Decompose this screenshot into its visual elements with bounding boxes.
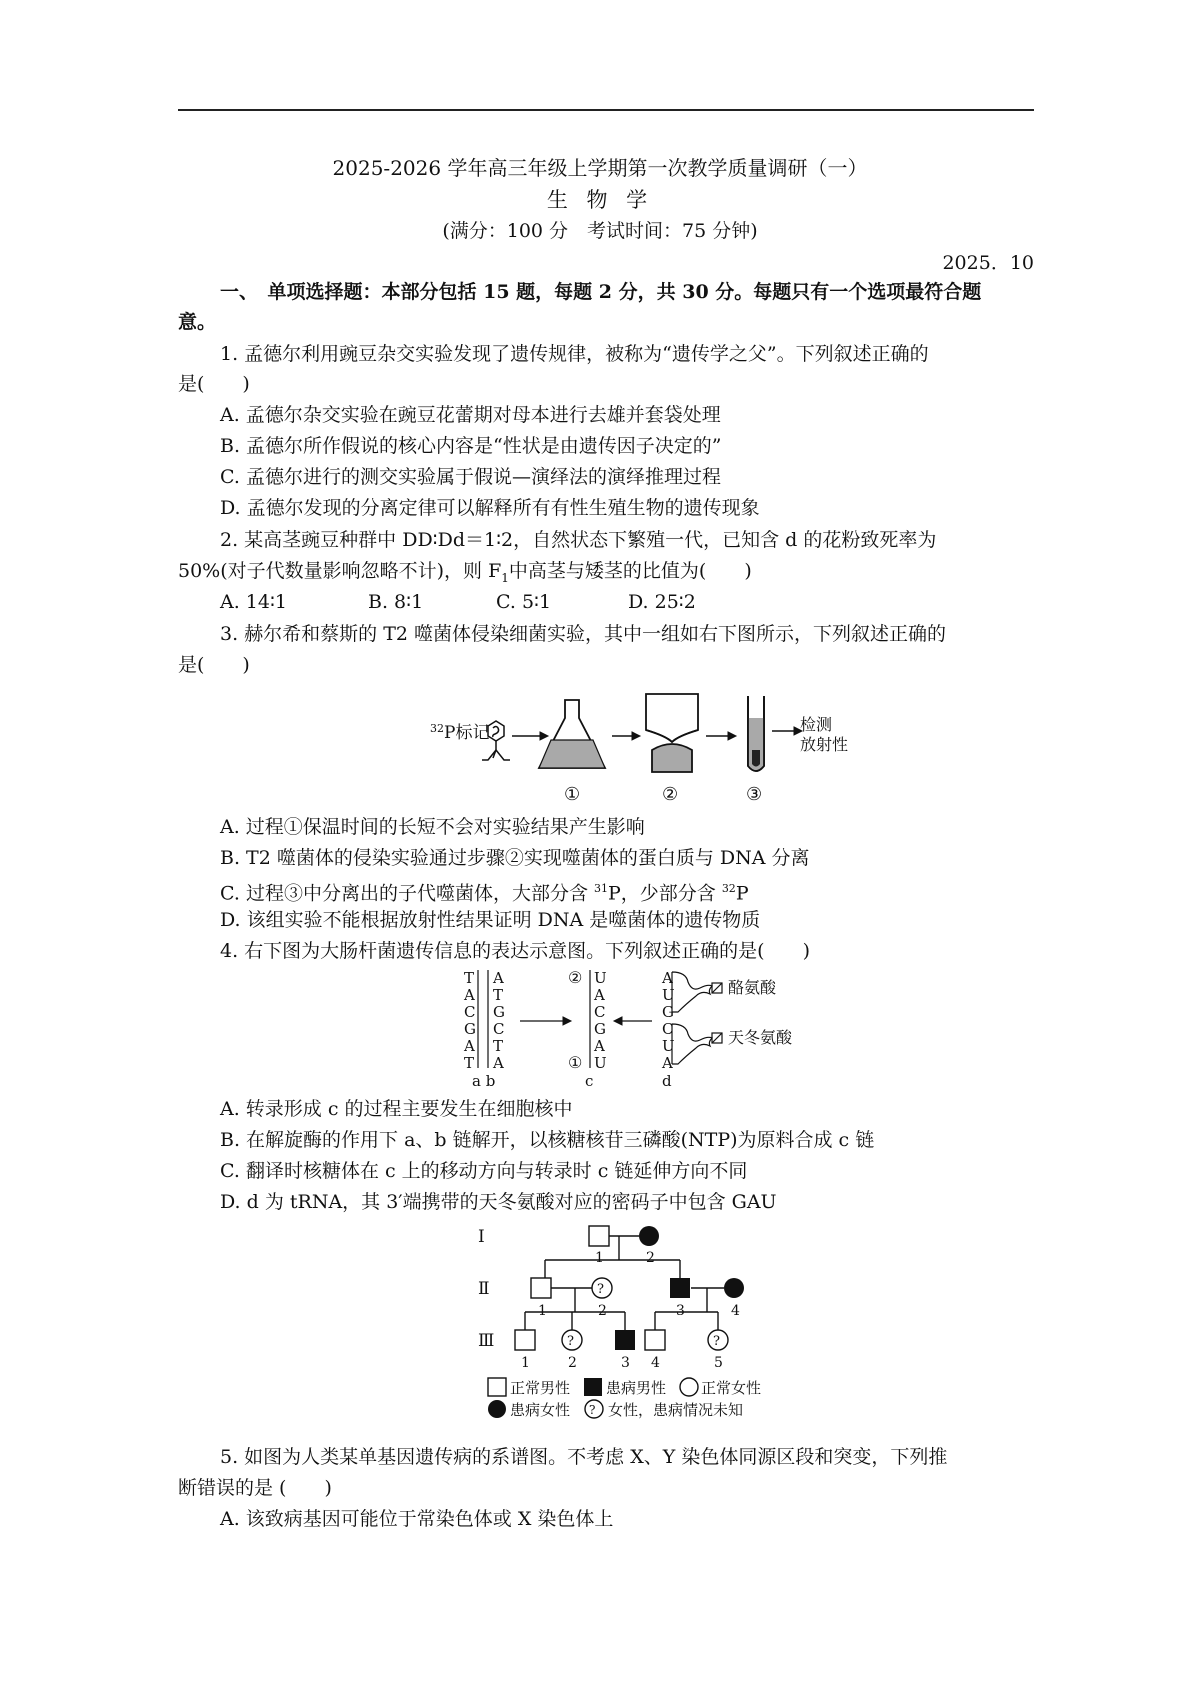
svg-text:A: A [493,1054,504,1072]
step-3-label: ③ [746,784,763,805]
legend-normal-male-icon [488,1378,506,1396]
gene-expression-figure [450,966,810,1090]
q4-option-c: C. 翻译时核糖体在 c 上的移动方向与转录时 c 链延伸方向不同 [220,1160,748,1182]
label-ab: a b [472,1072,496,1090]
legend-affected-female: 患病女性 [510,1401,571,1419]
p32-label: P标记 [444,723,490,743]
svg-text:1: 1 [538,1303,547,1319]
q5-stem: 5. 如图为人类某单基因遗传病的系谱图。不考虑 X、Y 染色体同源区段和突变，下列推 [220,1446,948,1468]
arrow-icon [614,1017,652,1025]
q4-stem: 4. 右下图为大肠杆菌遗传信息的表达示意图。下列叙述正确的是( ) [220,940,810,962]
q3-option-c: C. 过程③中分离出的子代噬菌体，大部分含 $^{31}$P，少部分含 $^{32}$P [220,882,749,905]
legend-unknown-female: 女性，患病情况未知 [608,1401,744,1419]
q4-option-b: B. 在解旋酶的作用下 a、b 链解开，以核糖核苷三磷酸(NTP)为原料合成 c 链 [220,1129,875,1151]
q1-option-d: D. 孟德尔发现的分离定律可以解释所有有性生殖生物的遗传现象 [220,497,760,519]
svg-text:A: A [594,1037,605,1055]
section-heading: 一、 单项选择题：本部分包括 15 题，每题 2 分，共 30 分。每题只有一个选项最符合题 [220,281,982,303]
svg-text:U: U [594,969,607,987]
q1-option-b: B. 孟德尔所作假说的核心内容是“性状是由遗传因子决定的” [220,435,722,457]
q3-option-a: A. 过程①保温时间的长短不会对实验结果产生影响 [220,816,645,838]
svg-text:4: 4 [731,1303,740,1319]
q5-option-a: A. 该致病基因可能位于常染色体或 X 染色体上 [220,1508,614,1530]
trna-top-icon [672,972,722,1012]
pedigree-figure [470,1222,790,1418]
arrow-icon [520,1017,571,1025]
svg-text:U: U [662,986,675,1004]
q3-stem: 3. 赫尔希和蔡斯的 T2 噬菌体侵染细菌实验，其中一组如右下图所示，下列叙述正确的 [220,623,947,645]
svg-text:2: 2 [568,1355,577,1371]
flask-icon [539,700,605,768]
legend-affected-female-icon [488,1400,506,1418]
svg-text:1: 1 [521,1355,530,1371]
svg-text:U: U [594,1054,607,1072]
arrow-icon [772,727,802,735]
section-heading-cont: 意。 [178,311,217,333]
q3-stem-cont: 是( ) [178,654,250,676]
end-label-1: ① [568,1053,583,1072]
II-3-affected-male [670,1278,690,1298]
svg-text:3: 3 [621,1355,630,1371]
label-d: d [662,1072,672,1090]
svg-text:U: U [662,1037,675,1055]
p32-superscript: 32 [430,722,444,735]
svg-text:G: G [464,1020,476,1038]
q2-stem: 2. 某高茎豌豆种群中 DD∶Dd＝1∶2，自然状态下繁殖一代，已知含 d 的花粉致死率为 [220,529,937,551]
amino-acid-2: 天冬氨酸 [728,1028,793,1047]
svg-text:4: 4 [651,1355,660,1371]
I-2-affected-female [639,1226,659,1246]
q2-option-c: C. 5∶1 [496,591,552,613]
svg-text:T: T [493,1037,504,1055]
amino-acid-1: 酪氨酸 [728,978,777,997]
svg-text:2: 2 [598,1303,607,1319]
subject-title: 生 物 学 [546,188,654,212]
q5-stem-cont: 断错误的是 ( ) [178,1477,332,1499]
q1-option-a: A. 孟德尔杂交实验在豌豆花蕾期对母本进行去雄并套袋处理 [220,404,721,426]
arrow-icon [706,732,736,740]
top-rule [178,109,1034,111]
svg-text:C: C [662,1020,674,1038]
generation-I: Ⅰ [478,1227,485,1247]
q1-stem-cont: 是( ) [178,373,250,395]
II-4-affected-female [724,1278,744,1298]
svg-text:A: A [594,986,605,1004]
q1-option-c: C. 孟德尔进行的测交实验属于假说—演绎法的演绎推理过程 [220,466,721,488]
svg-text:A: A [493,969,504,987]
legend-affected-male-icon [584,1378,602,1396]
strand-a-bases [463,969,476,1072]
svg-text:?: ? [713,1334,720,1349]
svg-text:A: A [662,969,673,987]
arrow-icon [612,732,640,740]
detect-label: 检测 [800,715,833,734]
svg-text:?: ? [589,1403,596,1417]
strand-c-bases [593,969,607,1072]
exam-title: 2025-2026 学年高三年级上学期第一次教学质量调研（一） [332,156,868,180]
svg-text:C: C [464,1003,476,1021]
q3-option-b: B. T2 噬菌体的侵染实验通过步骤②实现噬菌体的蛋白质与 DNA 分离 [220,847,810,869]
svg-text:?: ? [567,1334,574,1349]
trna-bottom-icon [672,1024,722,1064]
q1-stem: 1. 孟德尔利用豌豆杂交实验发现了遗传规律，被称为“遗传学之父”。下列叙述正确的 [220,343,929,365]
svg-text:C: C [493,1020,505,1038]
arrow-icon [512,732,548,740]
step-2-label: ② [662,784,679,805]
test-tube-icon [748,696,764,771]
III-3-affected-male [615,1330,635,1350]
q3-option-d: D. 该组实验不能根据放射性结果证明 DNA 是噬菌体的遗传物质 [220,909,761,931]
legend-normal-female: 正常女性 [701,1379,762,1397]
step-1-label: ① [564,784,581,805]
svg-text:1: 1 [595,1250,604,1266]
legend-affected-male: 患病男性 [606,1379,667,1397]
blender-icon [646,694,698,772]
svg-text:C: C [594,1003,606,1021]
detect-label-2: 放射性 [800,735,849,754]
svg-text:T: T [464,1054,475,1072]
label-c: c [585,1072,594,1090]
I-1-normal-male [589,1226,609,1246]
svg-text:A: A [662,1054,673,1072]
generation-III: Ⅲ [478,1331,495,1351]
svg-text:G: G [594,1020,606,1038]
exam-date: 2025．10 [942,252,1034,274]
end-label-2: ② [568,968,583,987]
svg-text:G: G [493,1003,505,1021]
svg-text:2: 2 [646,1250,655,1266]
trna-top-bases [661,969,675,1021]
q2-stem-cont: 50%(对子代数量影响忽略不计)，则 $F_1$中高茎与矮茎的比值为( ) [178,560,752,585]
exam-info: (满分：100 分 考试时间：75 分钟) [442,220,758,242]
legend-normal-male: 正常男性 [510,1379,571,1397]
svg-text:T: T [493,986,504,1004]
svg-text:5: 5 [714,1355,723,1371]
q2-option-a: A. 14∶1 [220,591,288,613]
generation-II: Ⅱ [478,1279,490,1299]
q4-option-a: A. 转录形成 c 的过程主要发生在细胞核中 [220,1098,573,1120]
svg-text:G: G [662,1003,674,1021]
svg-text:T: T [464,969,475,987]
phage-experiment-figure [400,688,849,806]
legend-normal-female-icon [680,1378,698,1396]
III-4-normal-male [645,1330,665,1350]
q4-option-d: D. d 为 tRNA，其 3′端携带的天冬氨酸对应的密码子中包含 GAU [220,1191,777,1213]
q2-option-b: B. 8∶1 [368,591,424,613]
q2-option-d: D. 25∶2 [628,591,696,613]
III-1-normal-male [515,1330,535,1350]
svg-text:3: 3 [676,1303,685,1319]
svg-text:A: A [464,986,475,1004]
strand-b-bases [492,969,505,1072]
svg-text:?: ? [597,1282,604,1297]
svg-text:A: A [464,1037,475,1055]
II-1-normal-male [531,1278,551,1298]
